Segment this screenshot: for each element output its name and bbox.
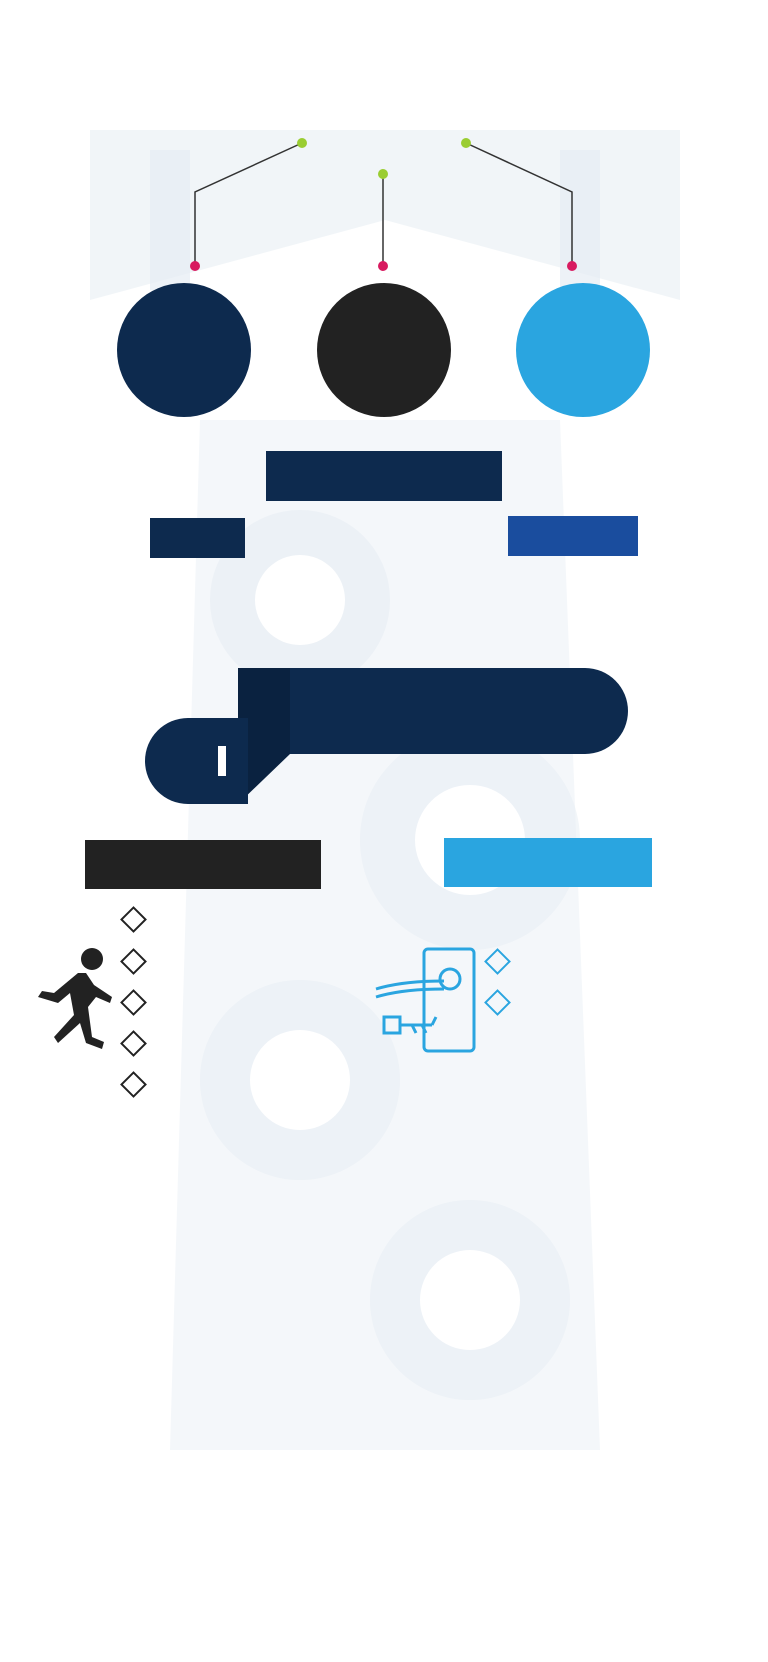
connector-dot-bottom — [567, 261, 577, 271]
connector-dot-top — [378, 169, 388, 179]
diamond-bullet-icon — [484, 989, 511, 1016]
door-handle-key-icon — [372, 945, 482, 1055]
connector-dot-top — [461, 138, 471, 148]
connector-dot-bottom — [378, 261, 388, 271]
diamond-bullet-icon — [120, 1071, 147, 1098]
running-person-icon — [18, 945, 113, 1057]
pen-nib-icon — [218, 746, 226, 776]
voluntad-definition-banner — [12, 1155, 352, 1250]
circle-privada — [516, 283, 650, 417]
circle-autonomia — [117, 283, 251, 417]
connector-dot-top — [297, 138, 307, 148]
autonomia-definition-banner — [138, 666, 632, 804]
diamond-bullet-icon — [120, 906, 147, 933]
autonomia-heading — [266, 451, 502, 501]
diamond-bullet-icon — [120, 948, 147, 975]
auto-tag — [150, 518, 245, 558]
connector-lines — [0, 130, 768, 280]
privada-heading — [444, 838, 652, 887]
circle-voluntad — [317, 283, 451, 417]
diamond-bullet-icon — [120, 989, 147, 1016]
voluntad-heading — [85, 840, 321, 889]
diamond-bullet-icon — [120, 1030, 147, 1057]
diamond-bullet-icon — [484, 948, 511, 975]
nomos-tag — [508, 516, 638, 556]
connector-dot-bottom — [190, 261, 200, 271]
